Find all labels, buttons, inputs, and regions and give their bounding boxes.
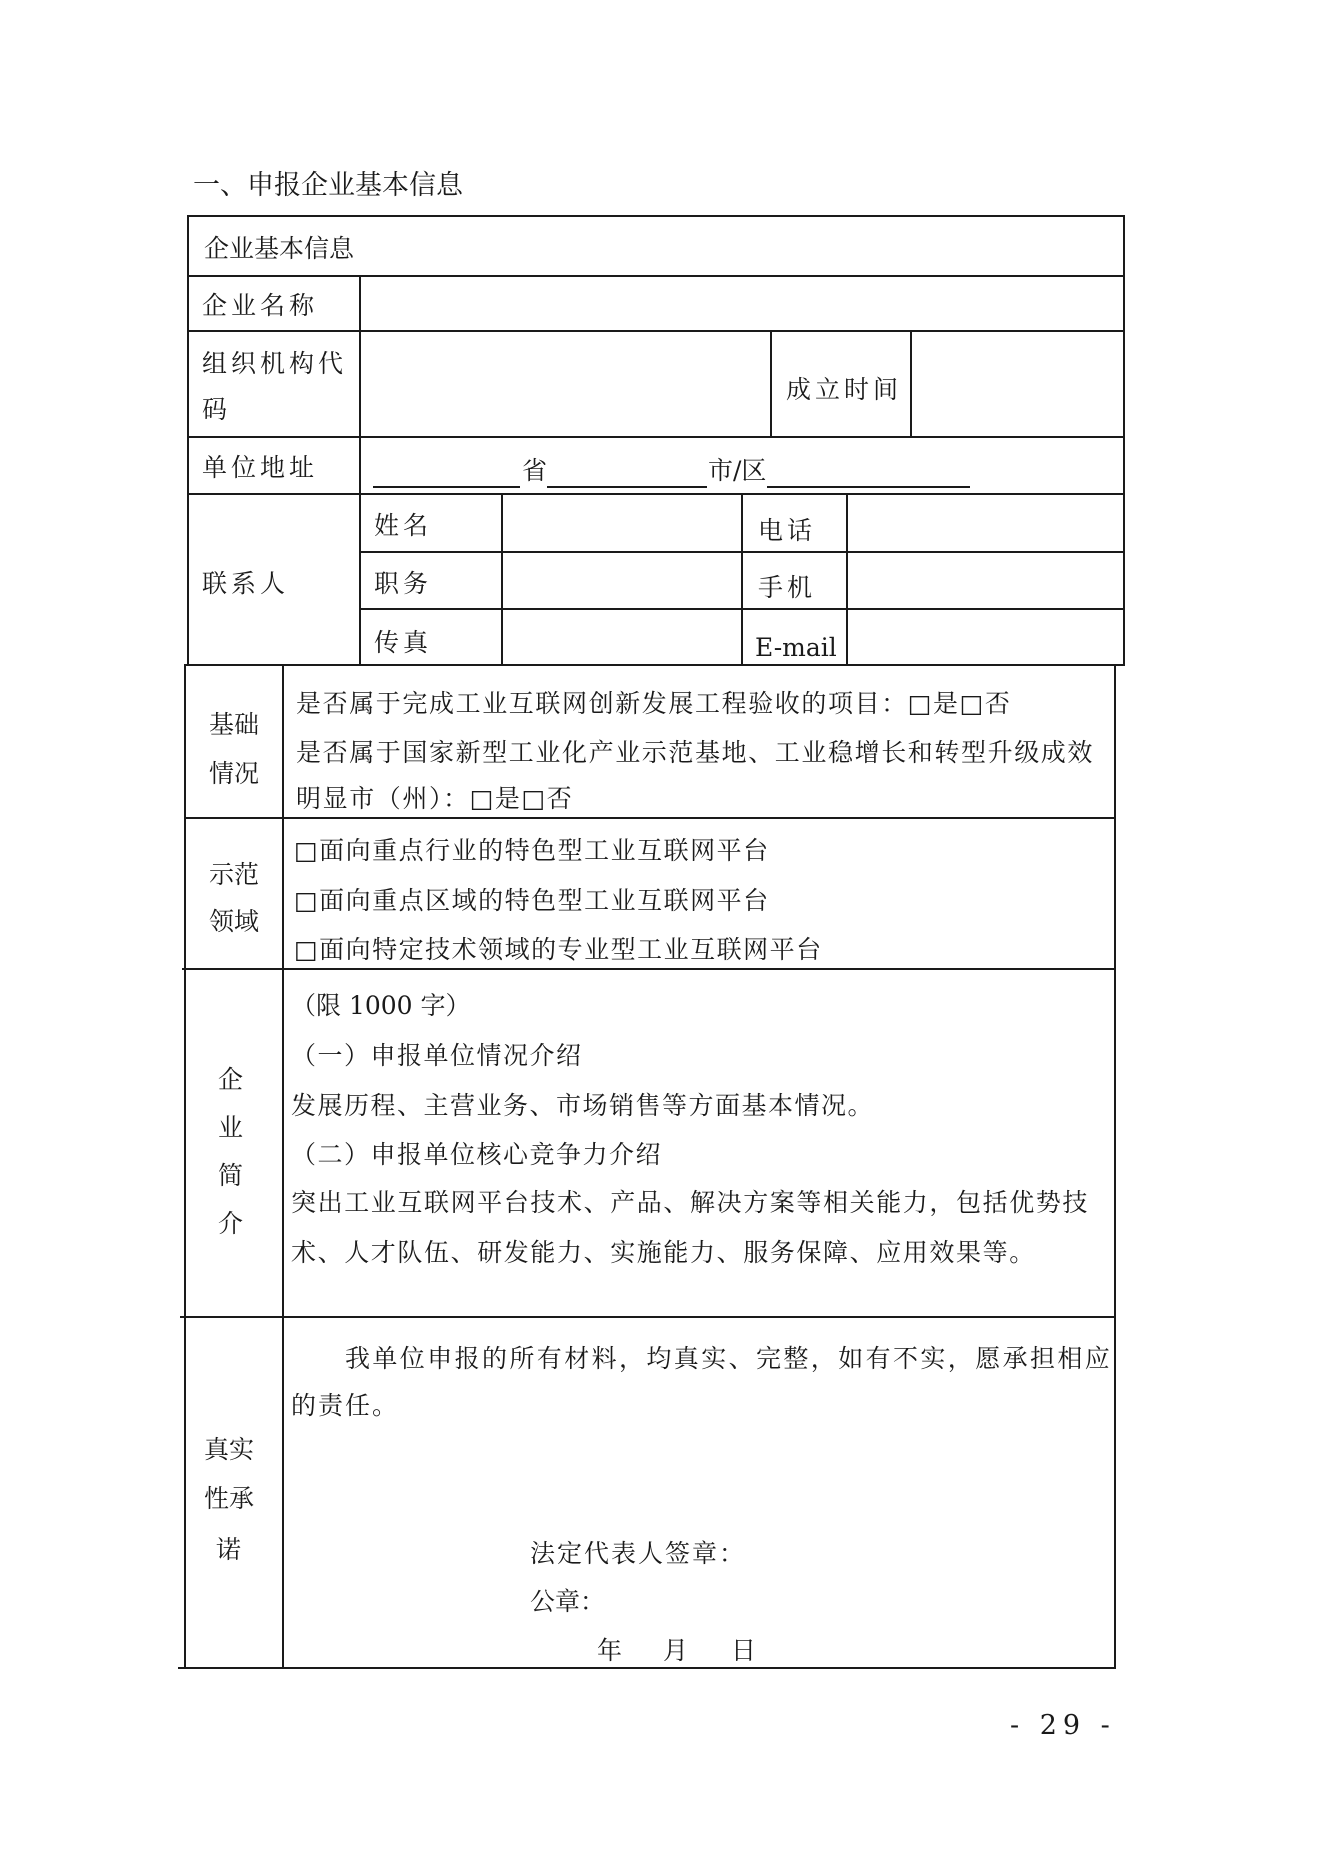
basic-label-line1: 基础 [209,710,260,739]
seal-label: 公章： [530,1587,606,1616]
position-label: 职务 [374,569,433,598]
pledge-label-line2: 性承 [204,1484,255,1513]
demo-option-1[interactable]: □面向重点行业的特色型工业互联网平台 [294,836,770,865]
pledge-label-line1: 真实 [204,1435,255,1464]
org-code-label-line1: 组织机构代 [202,349,348,378]
pledge-text-line2: 的责任。 [291,1391,400,1420]
province-label: 省 [522,456,548,485]
phone-label: 电话 [758,516,817,545]
company-name-field[interactable] [362,278,1122,328]
province-blank[interactable] [373,486,520,488]
intro-section-2-title: （二）申报单位核心竞争力介绍 [291,1140,663,1169]
demo-option-3[interactable]: □面向特定技术领域的专业型工业互联网平台 [294,935,823,964]
pledge-label-line3: 诺 [216,1535,242,1564]
demo-option-2[interactable]: □面向重点区域的特色型工业互联网平台 [294,886,770,915]
basic-label-line2: 情况 [209,759,260,788]
email-label: E-mail [755,633,837,662]
email-field[interactable] [849,611,1121,663]
intro-section-1-text: 发展历程、主营业务、市场销售等方面基本情况。 [291,1091,875,1120]
founded-field[interactable] [913,333,1121,434]
date-day-label: 日 [731,1636,757,1665]
address-label: 单位地址 [202,453,319,482]
basic-question-2-line1: 是否属于国家新型工业化产业示范基地、工业稳增长和转型升级成效 [296,738,1095,767]
basic-question-2-line2: 明显市（州）：□是□否 [296,784,574,813]
intro-label-char-4: 介 [218,1209,244,1238]
phone-field[interactable] [849,496,1121,549]
date-year-label: 年 [597,1636,623,1665]
intro-section-1-title: （一）申报单位情况介绍 [291,1041,583,1070]
company-name-label: 企业名称 [202,291,319,320]
signature-label: 法定代表人签章： [530,1539,747,1568]
intro-limit: （限 1000 字） [291,991,471,1020]
intro-label-char-1: 企 [218,1065,244,1094]
intro-label-char-3: 简 [218,1161,244,1190]
intro-section-2-text-line2: 术、人才队伍、研发能力、实施能力、服务保障、应用效果等。 [291,1238,1036,1267]
intro-label-char-2: 业 [218,1113,244,1142]
contact-label: 联系人 [202,569,290,598]
fax-field[interactable] [504,611,739,663]
demo-label-line1: 示范 [209,860,260,889]
position-field[interactable] [504,554,739,606]
table-title: 企业基本信息 [204,234,355,263]
intro-section-2-text-line1: 突出工业互联网平台技术、产品、解决方案等相关能力，包括优势技 [291,1188,1090,1217]
fax-label: 传真 [374,628,433,657]
city-label: 市/区 [708,456,767,485]
basic-question-1: 是否属于完成工业互联网创新发展工程验收的项目：□是□否 [296,689,1012,718]
org-code-label-line2: 码 [202,395,228,424]
founded-label: 成立时间 [786,375,903,404]
org-code-field[interactable] [362,333,768,434]
section-heading: 一、申报企业基本信息 [193,170,463,201]
name-field[interactable] [504,496,739,549]
city-blank[interactable] [547,486,707,488]
mobile-label: 手机 [758,573,817,602]
mobile-field[interactable] [849,554,1121,606]
date-month-label: 月 [663,1636,689,1665]
demo-label-line2: 领域 [209,907,260,936]
name-label: 姓名 [374,511,433,540]
page-number: - 29 - [1010,1710,1116,1741]
pledge-text-line1: 我单位申报的所有材料，均真实、完整，如有不实，愿承担相应 [345,1344,1113,1373]
district-blank[interactable] [767,486,970,488]
